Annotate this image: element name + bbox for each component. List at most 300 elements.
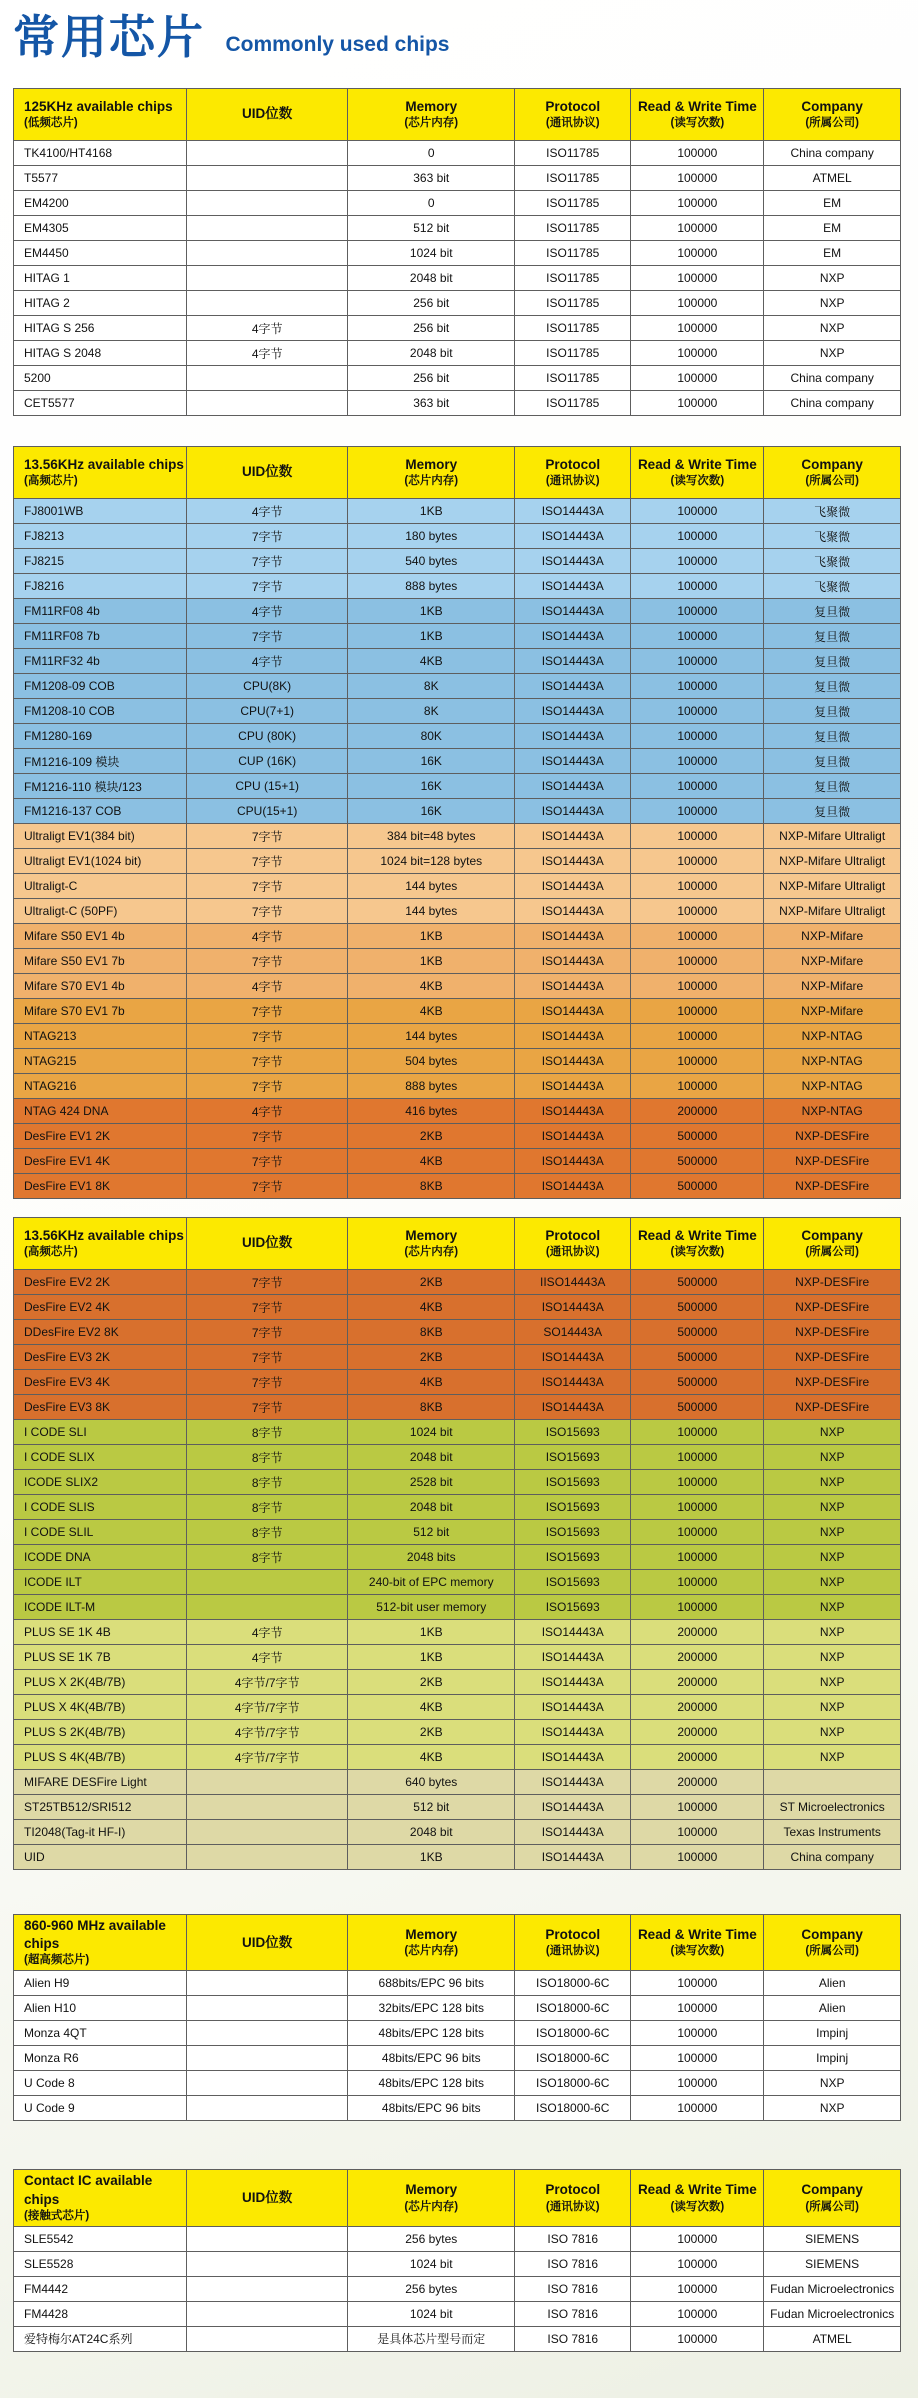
cell-chip-name: FM1216-110 模块/123 bbox=[14, 774, 187, 799]
table-row bbox=[14, 1695, 901, 1720]
cell-company: NXP bbox=[764, 1445, 901, 1470]
table-row bbox=[14, 1395, 901, 1420]
cell-company: NXP-Mifare bbox=[764, 999, 901, 1024]
cell-protocol: ISO14443A bbox=[515, 1149, 631, 1174]
cell-chip-name: PLUS SE 1K 7B bbox=[14, 1645, 187, 1670]
cell-uid bbox=[186, 1971, 347, 1996]
cell-chip-name: T5577 bbox=[14, 166, 187, 191]
table-header-row bbox=[14, 447, 901, 499]
cell-read-write-time: 100000 bbox=[631, 574, 764, 599]
cell-chip-name: DesFire EV3 4K bbox=[14, 1370, 187, 1395]
cell-protocol: ISO18000-6C bbox=[515, 2096, 631, 2121]
table-1356khz-chips bbox=[13, 446, 901, 1199]
cell-protocol: ISO 7816 bbox=[515, 2251, 631, 2276]
cell-protocol: ISO14443A bbox=[515, 724, 631, 749]
cell-chip-name: I CODE SLI bbox=[14, 1420, 187, 1445]
cell-protocol: ISO14443A bbox=[515, 1124, 631, 1149]
cell-protocol: ISO14443A bbox=[515, 649, 631, 674]
cell-company: NXP bbox=[764, 1545, 901, 1570]
cell-read-write-time: 100000 bbox=[631, 1845, 764, 1870]
table-row bbox=[14, 749, 901, 774]
page-title: 常用芯片 bbox=[13, 11, 205, 63]
cell-memory: 2KB bbox=[348, 1720, 515, 1745]
cell-chip-name: HITAG 2 bbox=[14, 291, 187, 316]
cell-read-write-time: 100000 bbox=[631, 499, 764, 524]
column-header-text: (低频芯片) bbox=[24, 117, 78, 130]
cell-chip-name: PLUS S 2K(4B/7B) bbox=[14, 1720, 187, 1745]
cell-company: 飞聚微 bbox=[764, 549, 901, 574]
cell-chip-name: DesFire EV1 8K bbox=[14, 1174, 187, 1199]
column-header-text: (芯片内存) bbox=[404, 1246, 459, 1259]
cell-uid bbox=[186, 366, 347, 391]
cell-uid: 7字节 bbox=[186, 999, 347, 1024]
cell-company: 复旦微 bbox=[764, 624, 901, 649]
cell-uid bbox=[186, 166, 347, 191]
column-header-text: (所属公司) bbox=[805, 475, 860, 488]
cell-memory: 是具体芯片型号而定 bbox=[348, 2326, 515, 2351]
column-header-text: Protocol bbox=[545, 98, 601, 114]
cell-protocol: ISO14443A bbox=[515, 1024, 631, 1049]
cell-chip-name: TI2048(Tag-it HF-I) bbox=[14, 1820, 187, 1845]
cell-uid: 7字节 bbox=[186, 849, 347, 874]
table-row bbox=[14, 1845, 901, 1870]
cell-memory: 363 bit bbox=[348, 391, 515, 416]
cell-protocol: ISO14443A bbox=[515, 1845, 631, 1870]
cell-memory: 4KB bbox=[348, 649, 515, 674]
cell-memory: 144 bytes bbox=[348, 1024, 515, 1049]
cell-read-write-time: 100000 bbox=[631, 974, 764, 999]
cell-company: NXP-Mifare Ultraligt bbox=[764, 874, 901, 899]
table-row bbox=[14, 1149, 901, 1174]
column-header-text: (高频芯片) bbox=[24, 475, 78, 488]
cell-uid bbox=[186, 391, 347, 416]
cell-chip-name: Alien H10 bbox=[14, 1996, 187, 2021]
table-row bbox=[14, 924, 901, 949]
table-row bbox=[14, 1174, 901, 1199]
cell-memory: 384 bit=48 bytes bbox=[348, 824, 515, 849]
cell-protocol: ISO14443A bbox=[515, 874, 631, 899]
cell-company: Alien bbox=[764, 1996, 901, 2021]
cell-company: NXP bbox=[764, 1595, 901, 1620]
cell-chip-name: 爱特梅尔AT24C系列 bbox=[14, 2326, 187, 2351]
cell-uid bbox=[186, 2301, 347, 2326]
cell-memory: 1024 bit bbox=[348, 2301, 515, 2326]
cell-company: SIEMENS bbox=[764, 2226, 901, 2251]
cell-memory: 504 bytes bbox=[348, 1049, 515, 1074]
cell-protocol: SO14443A bbox=[515, 1320, 631, 1345]
cell-company: NXP bbox=[764, 1670, 901, 1695]
table-row bbox=[14, 216, 901, 241]
cell-read-write-time: 500000 bbox=[631, 1174, 764, 1199]
cell-memory: 2048 bit bbox=[348, 266, 515, 291]
table-row bbox=[14, 1295, 901, 1320]
column-header-text: (高频芯片) bbox=[24, 1246, 78, 1259]
cell-protocol: ISO18000-6C bbox=[515, 1971, 631, 1996]
column-header-text: (芯片内存) bbox=[404, 1945, 459, 1958]
cell-memory: 2048 bit bbox=[348, 1495, 515, 1520]
cell-protocol: ISO14443A bbox=[515, 1820, 631, 1845]
cell-memory: 256 bit bbox=[348, 366, 515, 391]
cell-chip-name: FM4442 bbox=[14, 2276, 187, 2301]
column-header-text: Memory bbox=[405, 1227, 458, 1243]
cell-memory: 1024 bit bbox=[348, 241, 515, 266]
column-header-text: Company bbox=[801, 2182, 863, 2198]
cell-protocol: ISO14443A bbox=[515, 624, 631, 649]
table-row bbox=[14, 724, 901, 749]
cell-chip-name: NTAG216 bbox=[14, 1074, 187, 1099]
cell-chip-name: PLUS X 2K(4B/7B) bbox=[14, 1670, 187, 1695]
cell-chip-name: DDesFire EV2 8K bbox=[14, 1320, 187, 1345]
cell-company: NXP bbox=[764, 341, 901, 366]
cell-memory: 80K bbox=[348, 724, 515, 749]
cell-uid: CPU (80K) bbox=[186, 724, 347, 749]
cell-company: NXP bbox=[764, 1720, 901, 1745]
cell-protocol: ISO14443A bbox=[515, 1695, 631, 1720]
cell-protocol: ISO14443A bbox=[515, 1074, 631, 1099]
cell-uid: 7字节 bbox=[186, 1049, 347, 1074]
table-row bbox=[14, 2046, 901, 2071]
cell-company: EM bbox=[764, 241, 901, 266]
column-header-memory bbox=[348, 2170, 515, 2226]
cell-protocol: ISO11785 bbox=[515, 391, 631, 416]
cell-read-write-time: 100000 bbox=[631, 1996, 764, 2021]
cell-memory: 240-bit of EPC memory bbox=[348, 1570, 515, 1595]
cell-read-write-time: 500000 bbox=[631, 1149, 764, 1174]
cell-read-write-time: 100000 bbox=[631, 724, 764, 749]
cell-memory: 1KB bbox=[348, 1645, 515, 1670]
cell-memory: 8KB bbox=[348, 1174, 515, 1199]
cell-uid bbox=[186, 216, 347, 241]
cell-chip-name: FJ8001WB bbox=[14, 499, 187, 524]
cell-company: NXP bbox=[764, 1420, 901, 1445]
cell-protocol: ISO14443A bbox=[515, 1795, 631, 1820]
cell-company: 复旦微 bbox=[764, 599, 901, 624]
cell-uid: 4字节 bbox=[186, 1620, 347, 1645]
cell-read-write-time: 100000 bbox=[631, 674, 764, 699]
cell-company: 复旦微 bbox=[764, 774, 901, 799]
cell-company: 复旦微 bbox=[764, 699, 901, 724]
cell-uid bbox=[186, 2071, 347, 2096]
table-row bbox=[14, 1570, 901, 1595]
column-header-text: (通讯协议) bbox=[545, 475, 600, 488]
cell-memory: 16K bbox=[348, 799, 515, 824]
cell-memory: 256 bit bbox=[348, 316, 515, 341]
column-header-text: UID位数 bbox=[242, 1934, 293, 1950]
cell-uid: 4字节 bbox=[186, 924, 347, 949]
cell-read-write-time: 100000 bbox=[631, 899, 764, 924]
cell-read-write-time: 200000 bbox=[631, 1770, 764, 1795]
cell-protocol: ISO18000-6C bbox=[515, 2021, 631, 2046]
cell-protocol: ISO15693 bbox=[515, 1595, 631, 1620]
cell-memory: 4KB bbox=[348, 1149, 515, 1174]
cell-read-write-time: 100000 bbox=[631, 924, 764, 949]
cell-read-write-time: 100000 bbox=[631, 824, 764, 849]
column-header-company bbox=[764, 1915, 901, 1971]
cell-memory: 180 bytes bbox=[348, 524, 515, 549]
column-header-memory bbox=[348, 89, 515, 141]
cell-uid: 7字节 bbox=[186, 1024, 347, 1049]
cell-protocol: ISO14443A bbox=[515, 599, 631, 624]
cell-protocol: ISO14443A bbox=[515, 1345, 631, 1370]
cell-uid: 4字节 bbox=[186, 499, 347, 524]
cell-company: NXP-Mifare bbox=[764, 974, 901, 999]
cell-protocol: ISO11785 bbox=[515, 241, 631, 266]
cell-chip-name: NTAG 424 DNA bbox=[14, 1099, 187, 1124]
column-header-read-write-time bbox=[631, 447, 764, 499]
cell-uid bbox=[186, 1795, 347, 1820]
cell-protocol: ISO14443A bbox=[515, 1670, 631, 1695]
table-row bbox=[14, 699, 901, 724]
cell-uid bbox=[186, 266, 347, 291]
cell-chip-name: I CODE SLIX bbox=[14, 1445, 187, 1470]
cell-chip-name: U Code 8 bbox=[14, 2071, 187, 2096]
cell-protocol: ISO14443A bbox=[515, 849, 631, 874]
cell-company: 复旦微 bbox=[764, 649, 901, 674]
table-row bbox=[14, 141, 901, 166]
cell-memory: 416 bytes bbox=[348, 1099, 515, 1124]
cell-read-write-time: 100000 bbox=[631, 316, 764, 341]
cell-protocol: ISO14443A bbox=[515, 749, 631, 774]
table-row bbox=[14, 2301, 901, 2326]
cell-memory: 0 bbox=[348, 141, 515, 166]
cell-chip-name: DesFire EV3 2K bbox=[14, 1345, 187, 1370]
column-header-company bbox=[764, 2170, 901, 2226]
cell-protocol: ISO14443A bbox=[515, 524, 631, 549]
cell-company bbox=[764, 1770, 901, 1795]
cell-protocol: ISO11785 bbox=[515, 316, 631, 341]
cell-company: Texas Instruments bbox=[764, 1820, 901, 1845]
cell-read-write-time: 100000 bbox=[631, 1445, 764, 1470]
table-row bbox=[14, 1495, 901, 1520]
table-row bbox=[14, 949, 901, 974]
cell-chip-name: EM4450 bbox=[14, 241, 187, 266]
cell-uid bbox=[186, 2326, 347, 2351]
column-header-chips bbox=[14, 2170, 187, 2226]
cell-read-write-time: 100000 bbox=[631, 1545, 764, 1570]
cell-company: 飞聚微 bbox=[764, 524, 901, 549]
table-row bbox=[14, 1370, 901, 1395]
cell-protocol: ISO14443A bbox=[515, 1174, 631, 1199]
table-row bbox=[14, 999, 901, 1024]
cell-memory: 8K bbox=[348, 674, 515, 699]
column-header-text: Company bbox=[801, 456, 863, 472]
cell-company: NXP bbox=[764, 1470, 901, 1495]
cell-uid: CPU(7+1) bbox=[186, 699, 347, 724]
cell-uid bbox=[186, 2021, 347, 2046]
column-header-chips bbox=[14, 89, 187, 141]
cell-chip-name: I CODE SLIS bbox=[14, 1495, 187, 1520]
cell-chip-name: ICODE SLIX2 bbox=[14, 1470, 187, 1495]
cell-memory: 2048 bit bbox=[348, 1445, 515, 1470]
cell-protocol: ISO14443A bbox=[515, 974, 631, 999]
cell-protocol: ISO14443A bbox=[515, 1770, 631, 1795]
cell-read-write-time: 500000 bbox=[631, 1345, 764, 1370]
column-header-company bbox=[764, 447, 901, 499]
column-header-uid bbox=[186, 447, 347, 499]
column-header-read-write-time bbox=[631, 1218, 764, 1270]
column-header-uid bbox=[186, 2170, 347, 2226]
cell-uid: 7字节 bbox=[186, 1174, 347, 1199]
table-row bbox=[14, 241, 901, 266]
cell-read-write-time: 100000 bbox=[631, 624, 764, 649]
table-row bbox=[14, 266, 901, 291]
column-header-text: (通讯协议) bbox=[545, 2200, 600, 2213]
cell-read-write-time: 100000 bbox=[631, 1795, 764, 1820]
cell-memory: 48bits/EPC 96 bits bbox=[348, 2096, 515, 2121]
column-header-text: Contact IC available chips bbox=[24, 2173, 153, 2207]
cell-chip-name: Mifare S50 EV1 7b bbox=[14, 949, 187, 974]
cell-memory: 48bits/EPC 128 bits bbox=[348, 2071, 515, 2096]
table-row bbox=[14, 1971, 901, 1996]
cell-read-write-time: 100000 bbox=[631, 949, 764, 974]
cell-uid: 4字节 bbox=[186, 599, 347, 624]
cell-memory: 2KB bbox=[348, 1124, 515, 1149]
cell-uid bbox=[186, 2276, 347, 2301]
cell-chip-name: Ultraligt-C bbox=[14, 874, 187, 899]
cell-company: ST Microelectronics bbox=[764, 1795, 901, 1820]
column-header-text: (读写次数) bbox=[670, 1246, 725, 1259]
cell-uid: 4字节 bbox=[186, 1099, 347, 1124]
cell-chip-name: Ultraligt EV1(384 bit) bbox=[14, 824, 187, 849]
cell-memory: 32bits/EPC 128 bits bbox=[348, 1996, 515, 2021]
table-row bbox=[14, 1720, 901, 1745]
cell-protocol: ISO14443A bbox=[515, 924, 631, 949]
cell-read-write-time: 100000 bbox=[631, 2251, 764, 2276]
cell-memory: 2KB bbox=[348, 1670, 515, 1695]
table-row bbox=[14, 599, 901, 624]
table-row bbox=[14, 166, 901, 191]
cell-chip-name: I CODE SLIL bbox=[14, 1520, 187, 1545]
cell-chip-name: CET5577 bbox=[14, 391, 187, 416]
cell-chip-name: TK4100/HT4168 bbox=[14, 141, 187, 166]
column-header-text: Read & Write Time bbox=[637, 2182, 757, 2198]
cell-protocol: ISO14443A bbox=[515, 824, 631, 849]
cell-company: Fudan Microelectronics bbox=[764, 2301, 901, 2326]
cell-chip-name: Monza R6 bbox=[14, 2046, 187, 2071]
cell-protocol: ISO18000-6C bbox=[515, 2071, 631, 2096]
cell-company: NXP-NTAG bbox=[764, 1049, 901, 1074]
cell-protocol: ISO 7816 bbox=[515, 2226, 631, 2251]
cell-chip-name: 5200 bbox=[14, 366, 187, 391]
cell-uid: 8字节 bbox=[186, 1545, 347, 1570]
cell-uid bbox=[186, 2046, 347, 2071]
cell-chip-name: U Code 9 bbox=[14, 2096, 187, 2121]
cell-read-write-time: 100000 bbox=[631, 2021, 764, 2046]
cell-company: 复旦微 bbox=[764, 724, 901, 749]
cell-chip-name: FM1208-09 COB bbox=[14, 674, 187, 699]
cell-read-write-time: 100000 bbox=[631, 774, 764, 799]
cell-read-write-time: 100000 bbox=[631, 1520, 764, 1545]
table-row bbox=[14, 524, 901, 549]
cell-uid bbox=[186, 1570, 347, 1595]
cell-protocol: ISO14443A bbox=[515, 674, 631, 699]
cell-chip-name: EM4200 bbox=[14, 191, 187, 216]
table-row bbox=[14, 2021, 901, 2046]
cell-company: NXP-DESFire bbox=[764, 1174, 901, 1199]
column-header-protocol bbox=[515, 447, 631, 499]
cell-protocol: ISO14443A bbox=[515, 1620, 631, 1645]
column-header-company bbox=[764, 89, 901, 141]
cell-chip-name: PLUS X 4K(4B/7B) bbox=[14, 1695, 187, 1720]
cell-uid: CPU(15+1) bbox=[186, 799, 347, 824]
cell-protocol: ISO14443A bbox=[515, 1370, 631, 1395]
table-row bbox=[14, 1320, 901, 1345]
cell-read-write-time: 100000 bbox=[631, 1495, 764, 1520]
table-row bbox=[14, 974, 901, 999]
cell-chip-name: Mifare S70 EV1 4b bbox=[14, 974, 187, 999]
cell-read-write-time: 100000 bbox=[631, 291, 764, 316]
cell-chip-name: FM1280-169 bbox=[14, 724, 187, 749]
column-header-uid bbox=[186, 89, 347, 141]
cell-memory: 16K bbox=[348, 774, 515, 799]
cell-company: Fudan Microelectronics bbox=[764, 2276, 901, 2301]
cell-read-write-time: 100000 bbox=[631, 166, 764, 191]
cell-protocol: ISO15693 bbox=[515, 1420, 631, 1445]
cell-protocol: ISO15693 bbox=[515, 1470, 631, 1495]
cell-company: NXP-DESFire bbox=[764, 1370, 901, 1395]
cell-chip-name: ICODE ILT bbox=[14, 1570, 187, 1595]
column-header-protocol bbox=[515, 1915, 631, 1971]
cell-uid: 7字节 bbox=[186, 899, 347, 924]
cell-protocol: ISO14443A bbox=[515, 1049, 631, 1074]
cell-uid: 4字节 bbox=[186, 649, 347, 674]
column-header-memory bbox=[348, 1915, 515, 1971]
table-contact-ic-chips bbox=[13, 2169, 901, 2351]
cell-company: EM bbox=[764, 216, 901, 241]
column-header-text: (芯片内存) bbox=[404, 117, 459, 130]
cell-uid: 7字节 bbox=[186, 549, 347, 574]
column-header-text: (读写次数) bbox=[670, 117, 725, 130]
cell-uid: CUP (16K) bbox=[186, 749, 347, 774]
cell-read-write-time: 100000 bbox=[631, 341, 764, 366]
column-header-text: Read & Write Time bbox=[637, 1927, 757, 1943]
cell-protocol: ISO14443A bbox=[515, 699, 631, 724]
column-header-protocol bbox=[515, 2170, 631, 2226]
cell-uid bbox=[186, 1595, 347, 1620]
table-row bbox=[14, 1645, 901, 1670]
cell-uid: 7字节 bbox=[186, 624, 347, 649]
column-header-text: Memory bbox=[405, 98, 458, 114]
cell-company: ATMEL bbox=[764, 166, 901, 191]
cell-memory: 512 bit bbox=[348, 1795, 515, 1820]
column-header-text: UID位数 bbox=[242, 106, 293, 122]
cell-uid bbox=[186, 1845, 347, 1870]
cell-read-write-time: 100000 bbox=[631, 874, 764, 899]
cell-uid: 4字节/7字节 bbox=[186, 1695, 347, 1720]
cell-company: NXP-DESFire bbox=[764, 1270, 901, 1295]
table-row bbox=[14, 1445, 901, 1470]
cell-memory: 1KB bbox=[348, 924, 515, 949]
cell-chip-name: HITAG S 256 bbox=[14, 316, 187, 341]
cell-chip-name: NTAG213 bbox=[14, 1024, 187, 1049]
cell-uid: 7字节 bbox=[186, 574, 347, 599]
cell-read-write-time: 100000 bbox=[631, 999, 764, 1024]
cell-protocol: ISO 7816 bbox=[515, 2326, 631, 2351]
cell-read-write-time: 100000 bbox=[631, 216, 764, 241]
table-row bbox=[14, 1345, 901, 1370]
cell-chip-name: Ultraligt EV1(1024 bit) bbox=[14, 849, 187, 874]
cell-read-write-time: 200000 bbox=[631, 1670, 764, 1695]
cell-protocol: ISO14443A bbox=[515, 549, 631, 574]
cell-chip-name: FM1216-109 模块 bbox=[14, 749, 187, 774]
cell-read-write-time: 200000 bbox=[631, 1695, 764, 1720]
cell-chip-name: UID bbox=[14, 1845, 187, 1870]
cell-company: Alien bbox=[764, 1971, 901, 1996]
cell-uid: 4字节/7字节 bbox=[186, 1745, 347, 1770]
table-row bbox=[14, 2251, 901, 2276]
cell-chip-name: ST25TB512/SRI512 bbox=[14, 1795, 187, 1820]
cell-read-write-time: 100000 bbox=[631, 1820, 764, 1845]
